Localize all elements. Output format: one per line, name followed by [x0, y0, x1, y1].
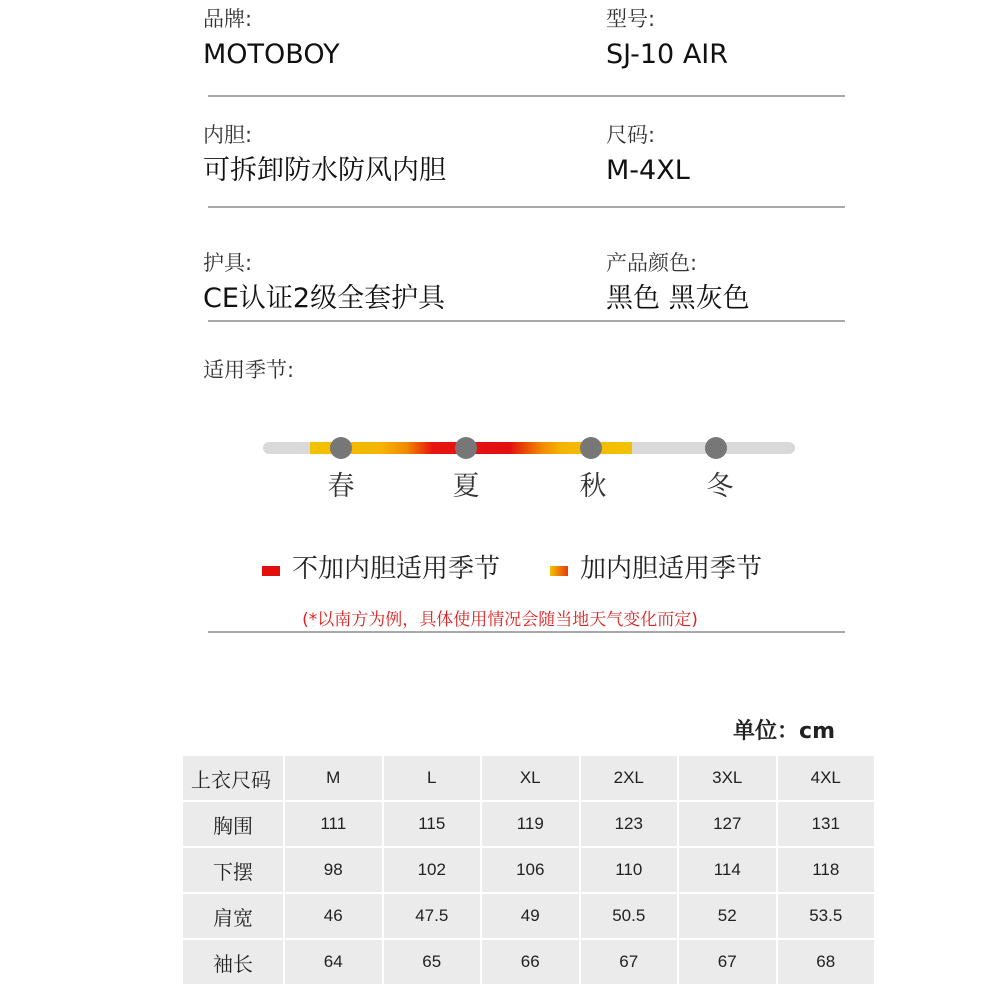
table-cell: 52	[679, 894, 776, 938]
spec-color-value: 黑色 黑灰色	[606, 283, 750, 314]
spec-color	[606, 250, 750, 316]
table-row	[183, 940, 874, 984]
table-cell: 65	[384, 940, 481, 984]
size-table-corner: 上衣尺码	[183, 756, 283, 800]
row-label: 胸围	[183, 802, 283, 846]
table-cell: 46	[285, 894, 382, 938]
spec-model-value: SJ-10 AIR	[606, 39, 729, 70]
table-cell: 98	[285, 848, 382, 892]
season-heading: 适用季节:	[203, 358, 295, 382]
divider	[208, 320, 845, 322]
table-cell: 50.5	[581, 894, 678, 938]
size-header-cell: 3XL	[679, 756, 776, 800]
spec-armor-value: CE认证2级全套护具	[203, 283, 446, 314]
table-cell: 64	[285, 940, 382, 984]
spec-size	[606, 122, 690, 188]
table-cell: 115	[384, 802, 481, 846]
table-cell: 106	[482, 848, 579, 892]
legend-gradient-swatch	[550, 566, 568, 576]
table-cell: 66	[482, 940, 579, 984]
season-name-spring: 春	[327, 471, 355, 502]
table-cell: 131	[778, 802, 875, 846]
spec-brand-value: MOTOBOY	[203, 39, 340, 70]
row-label: 袖长	[183, 940, 283, 984]
table-row	[183, 894, 874, 938]
size-header-row	[183, 756, 874, 800]
season-name-autumn: 秋	[579, 471, 607, 502]
table-row	[183, 802, 874, 846]
spec-size-label: 尺码:	[606, 123, 656, 147]
season-dot-autumn	[580, 437, 602, 459]
size-table	[181, 754, 876, 986]
table-cell: 102	[384, 848, 481, 892]
legend-with-liner	[550, 548, 762, 585]
legend-without-liner	[262, 548, 500, 585]
divider	[208, 631, 845, 633]
row-label: 肩宽	[183, 894, 283, 938]
divider	[208, 95, 845, 97]
table-cell: 118	[778, 848, 875, 892]
table-cell: 119	[482, 802, 579, 846]
spec-liner-value: 可拆卸防水防风内胆	[203, 155, 446, 186]
spec-liner-label: 内胆:	[203, 123, 253, 147]
spec-model	[606, 6, 728, 72]
size-header-cell: 2XL	[581, 756, 678, 800]
divider	[208, 206, 845, 208]
legend-with-liner-label: 加内胆适用季节	[580, 554, 763, 584]
season-footnote: (*以南方为例，具体使用情况会随当地天气变化而定)	[302, 610, 698, 630]
table-cell: 47.5	[384, 894, 481, 938]
spec-color-label: 产品颜色:	[606, 251, 698, 275]
season-dot-spring	[330, 437, 352, 459]
spec-brand-label: 品牌:	[203, 7, 253, 31]
table-cell: 67	[679, 940, 776, 984]
table-cell: 111	[285, 802, 382, 846]
table-cell: 67	[581, 940, 678, 984]
table-row	[183, 848, 874, 892]
season-dot-winter	[705, 437, 727, 459]
table-cell: 127	[679, 802, 776, 846]
table-cell: 49	[482, 894, 579, 938]
legend-without-liner-label: 不加内胆适用季节	[292, 554, 501, 584]
table-cell: 114	[679, 848, 776, 892]
season-name-winter: 冬	[706, 471, 734, 502]
size-header-cell: XL	[482, 756, 579, 800]
unit-label: 单位：cm	[733, 719, 835, 744]
row-label: 下摆	[183, 848, 283, 892]
size-header-cell: L	[384, 756, 481, 800]
spec-armor-label: 护具:	[203, 251, 253, 275]
size-header-cell: M	[285, 756, 382, 800]
table-cell: 68	[778, 940, 875, 984]
spec-liner	[203, 122, 446, 188]
spec-brand	[203, 6, 340, 72]
size-header-cell: 4XL	[778, 756, 875, 800]
spec-armor	[203, 250, 445, 316]
legend-red-swatch	[262, 566, 280, 576]
table-cell: 123	[581, 802, 678, 846]
season-dot-summer	[455, 437, 477, 459]
spec-model-label: 型号:	[606, 7, 656, 31]
table-cell: 110	[581, 848, 678, 892]
spec-size-value: M-4XL	[606, 155, 690, 186]
table-cell: 53.5	[778, 894, 875, 938]
season-name-summer: 夏	[452, 471, 480, 502]
